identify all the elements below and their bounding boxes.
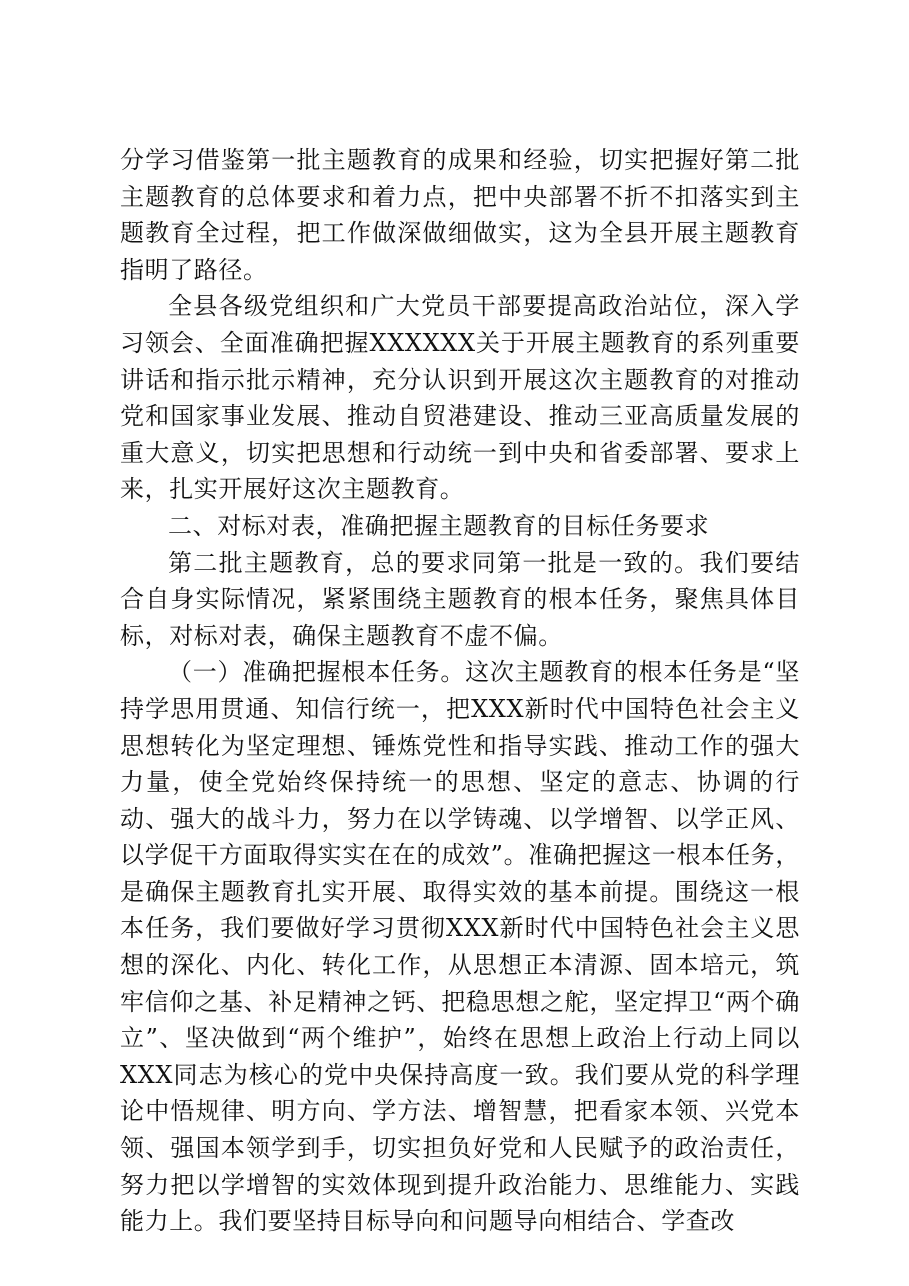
document-body (120, 142, 800, 1240)
paragraph-second-batch-requirements: 第二批主题教育，总的要求同第一批是一致的。我们要结合自身实际情况，紧紧围绕主题教育的根本任务，聚焦具体目标，对标对表，确保主题教育不虚不偏。 (120, 548, 800, 650)
paragraph-fundamental-task: （一）准确把握根本任务。这次主题教育的根本任务是“坚持学思用贯通、知信行统一，把XXX新时代中国特色社会主义思想转化为坚定理想、锤炼党性和指导实践、推动工作的强大力量，使全党始终保持统一的思想、坚定的意志、协调的行动、强大的战斗力，努力在以学铸魂、以学增智、以学正风、以学促干方面取得实实在在的成效”。准确把握这一根本任务，是确保主题教育扎实开展、取得实效的基本前提。围绕这一根本任务，我们要做好学习贯彻XXX新时代中国特色社会主义思想的深化、内化、转化工作，从思想正本清源、固本培元，筑牢信仰之基、补足精神之钙、把稳思想之舵，坚定捍卫“两个确立”、坚决做到“两个维护”，始终在思想上政治上行动上同以XXX同志为核心的党中央保持高度一致。我们要从党的科学理论中悟规律、明方向、学方法、增智慧，把看家本领、兴党本领、强国本领学到手，切实担负好党和人民赋予的政治责任，努力把以学增智的实效体现到提升政治能力、思维能力、实践能力上。我们要坚持目标导向和问题导向相结合、学查改 (120, 658, 800, 1236)
paragraph-continuation: 分学习借鉴第一批主题教育的成果和经验，切实把握好第二批主题教育的总体要求和着力点，把中央部署不折不扣落实到主题教育全过程，把工作做深做细做实，这为全县开展主题教育指明了路径。 (120, 146, 800, 284)
paragraph-political-stance: 全县各级党组织和广大党员干部要提高政治站位，深入学习领会、全面准确把握XXXXXX关于开展主题教育的系列重要讲话和指示批示精神，充分认识到开展这次主题教育的对推动党和国家事业发展、推动自贸港建设、推动三亚高质量发展的重大意义，切实把思想和行动统一到中央和省委部署、要求上来，扎实开展好这次主题教育。 (120, 292, 800, 504)
section-heading-two: 二、对标对表，准确把握主题教育的目标任务要求 (168, 511, 710, 540)
